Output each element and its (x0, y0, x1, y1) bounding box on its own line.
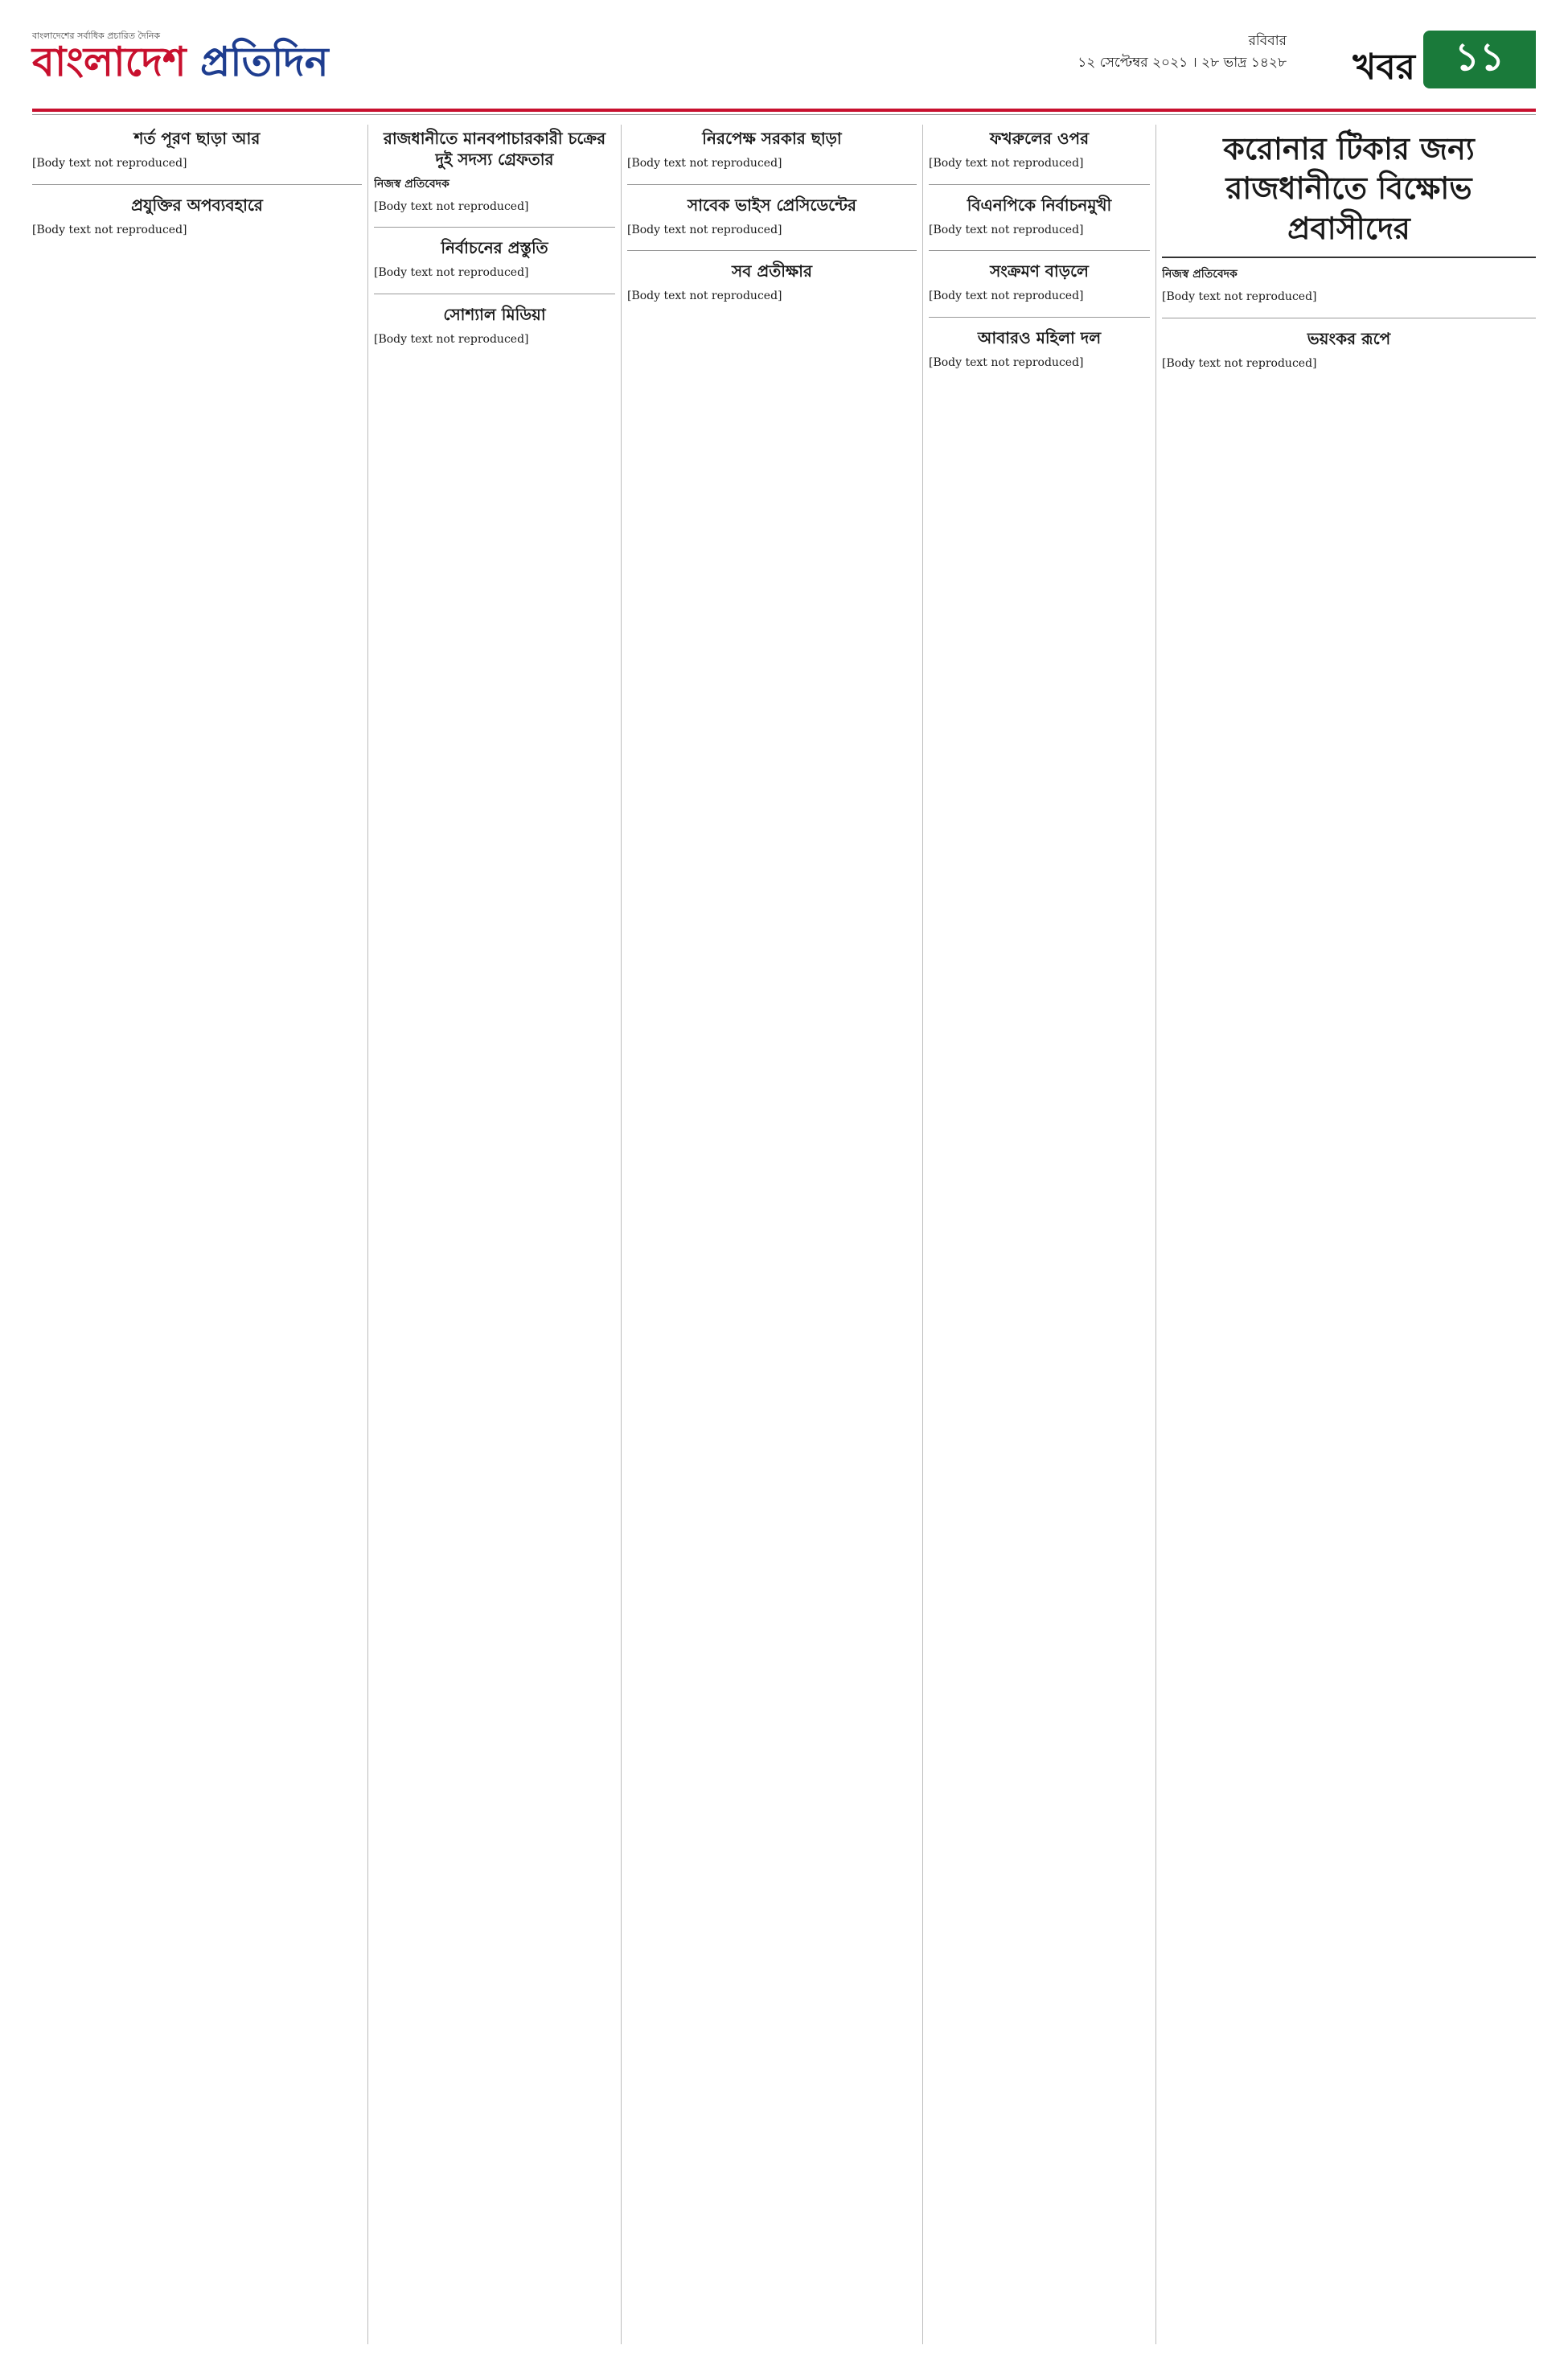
story-title: আবারও মহিলা দল (977, 328, 1102, 348)
story-body: [Body text not reproduced] (1162, 290, 1317, 303)
logo-main: বাংলাদেশ (32, 39, 187, 85)
story-byline: নিজস্ব প্রতিবেদক (1162, 268, 1238, 281)
story-title: শর্ত পূরণ ছাড়া আর (133, 129, 261, 148)
story-body: [Body text not reproduced] (929, 157, 1084, 170)
story-body: [Body text not reproduced] (929, 223, 1084, 236)
section-label: খবর (1353, 47, 1415, 88)
masthead-rule-thin (32, 114, 1536, 115)
column-4 (929, 125, 1150, 2344)
tagline: বাংলাদেশের সর্বাধিক প্রচারিত দৈনিক (32, 31, 161, 41)
story-body: [Body text not reproduced] (32, 157, 187, 170)
column-rule (367, 125, 368, 2344)
masthead (32, 24, 1536, 105)
story-body: [Body text not reproduced] (627, 157, 782, 170)
story-divider (627, 184, 917, 185)
page-number: ১১ (1423, 31, 1536, 88)
lead-headline: করোনার টিকার জন্য রাজধানীতে বিক্ষোভ প্রবাসীদের (1162, 129, 1536, 258)
story-divider (929, 184, 1150, 185)
story-body: [Body text not reproduced] (929, 290, 1084, 303)
date-label: ১২ সেপ্টেম্বর ২০২১ । ২৮ ভাদ্র ১৪২৮ (1077, 55, 1287, 72)
newspaper-logo (32, 39, 329, 85)
story-divider (627, 250, 917, 251)
masthead-rule (32, 109, 1536, 112)
story-title: নিরপেক্ষ সরকার ছাড়া (702, 129, 842, 148)
column-1 (32, 125, 362, 2344)
column-3 (627, 125, 917, 2344)
story-title: রাজধানীতে মানবপাচারকারী চক্রের দুই সদস্য গ্রেফতার (383, 129, 606, 169)
story-title: ফখরুলের ওপর (989, 129, 1090, 148)
story-title: সব প্রতীক্ষার (732, 261, 812, 281)
story-title: প্রযুক্তির অপব্যবহারে (131, 195, 263, 215)
story-byline: নিজস্ব প্রতিবেদক (374, 178, 449, 191)
story-title: নির্বাচনের প্রস্তুতি (441, 238, 548, 258)
story-body: [Body text not reproduced] (627, 223, 782, 236)
date-block (1077, 31, 1287, 74)
story-divider (32, 184, 362, 185)
story-title: সংক্রমণ বাড়লে (990, 261, 1089, 281)
story-body: [Body text not reproduced] (374, 199, 529, 213)
story-body: [Body text not reproduced] (929, 356, 1084, 370)
story-body: [Body text not reproduced] (627, 290, 782, 303)
story-title: বিএনপিকে নির্বাচনমুখী (967, 195, 1112, 215)
column-5 (1162, 125, 1536, 2344)
column-rule (1155, 125, 1156, 2344)
column-rule (621, 125, 622, 2344)
column-rule (922, 125, 923, 2344)
story-body: [Body text not reproduced] (374, 333, 529, 347)
story-title: সোশ্যাল মিডিয়া (443, 305, 546, 325)
story-title: ভয়ংকর রূপে (1307, 328, 1391, 348)
story-body: [Body text not reproduced] (1162, 356, 1317, 370)
story-divider (374, 227, 615, 228)
story-divider (929, 317, 1150, 318)
day-label: রবিবার (1248, 33, 1287, 49)
story-title: সাবেক ভাইস প্রেসিডেন্টের (688, 195, 856, 215)
story-body: [Body text not reproduced] (32, 223, 187, 236)
story-divider (929, 250, 1150, 251)
logo-accent: প্রতিদিন (199, 39, 329, 85)
column-2 (374, 125, 615, 2344)
story-body: [Body text not reproduced] (374, 266, 529, 280)
